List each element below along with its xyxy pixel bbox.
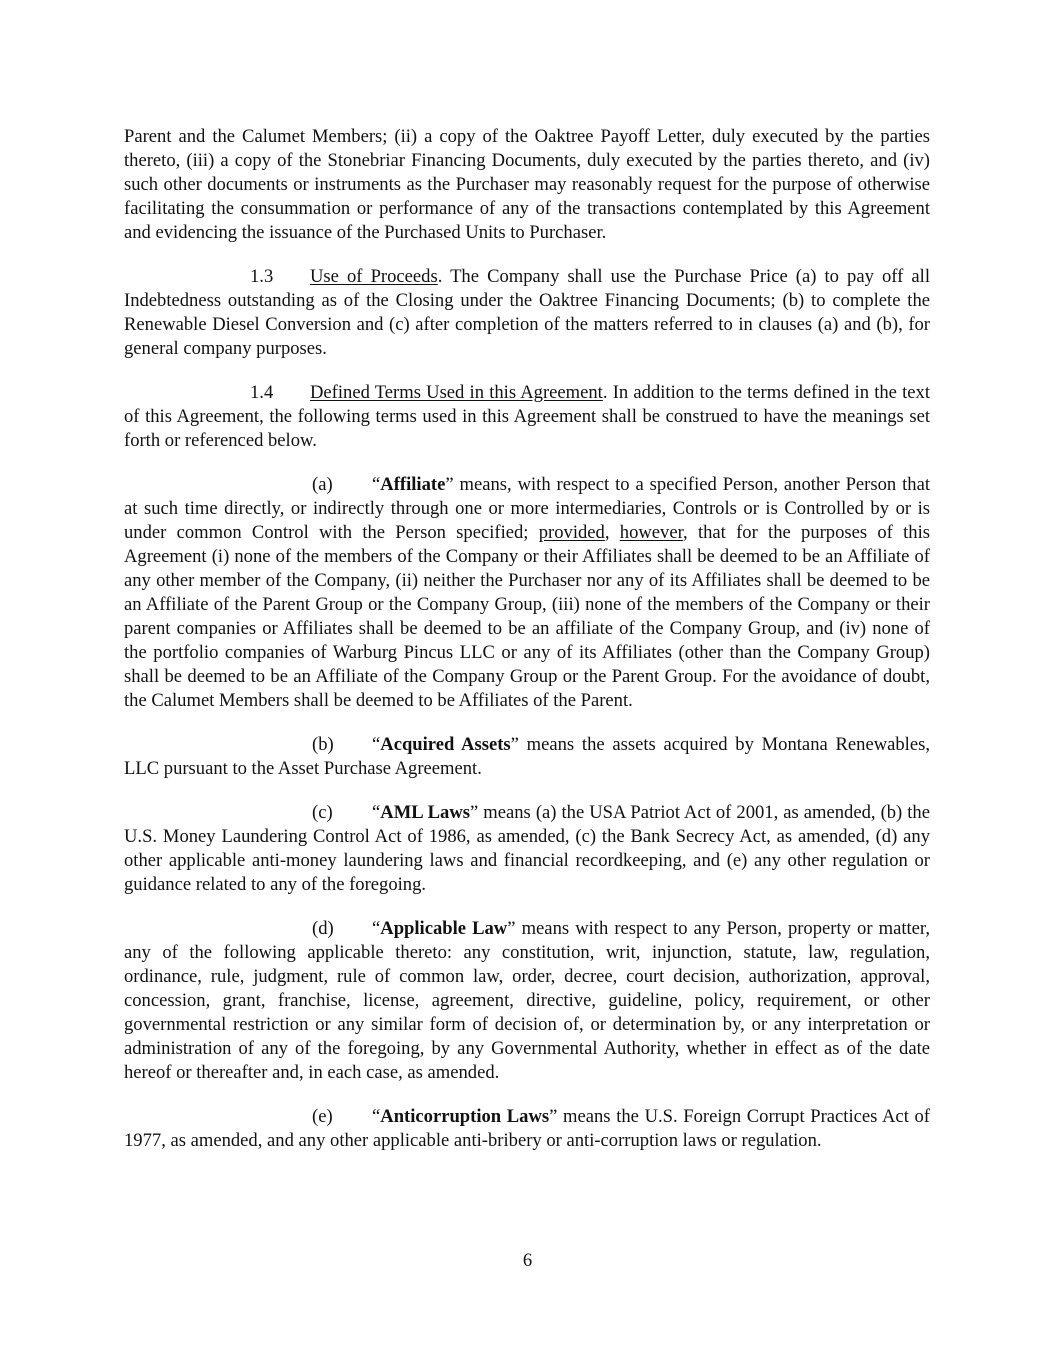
- definition-text: ” means the assets acquired by Montana Renewables, LLC pursuant to the Asset Purchase Agreement.: [124, 734, 930, 779]
- definition-acquired-assets: [124, 733, 930, 781]
- definition-aml-laws: [124, 801, 930, 897]
- definition-anticorruption-laws: [124, 1105, 930, 1153]
- section-1-3: [124, 265, 930, 361]
- clause-label: (d): [312, 918, 334, 939]
- definition-text: ” means (a) the USA Patriot Act of 2001, as amended, (b) the U.S. Money Laundering Control Act of 1986, as amended, (c) the Bank Secrecy Act, as amended, (d) any other applicable anti-money laundering laws and financial recordkeeping, and (e) any other regulation or guidance related to any of the foregoing.: [124, 802, 930, 895]
- defined-term: Acquired Assets: [380, 734, 511, 755]
- defined-term: Affiliate: [380, 474, 446, 495]
- continuation-paragraph: [124, 125, 930, 245]
- comma: ,: [604, 522, 620, 543]
- provided-term: provided: [538, 522, 605, 543]
- clause-label: (b): [312, 734, 334, 755]
- defined-term: Applicable Law: [380, 918, 508, 939]
- clause-label: (c): [312, 802, 333, 823]
- open-quote: “: [372, 802, 381, 823]
- section-1-4: [124, 381, 930, 453]
- section-heading: Defined Terms Used in this Agreement: [310, 382, 603, 403]
- open-quote: “: [372, 1106, 381, 1127]
- page-number: 6: [522, 1250, 533, 1271]
- section-text: . The Company shall use the Purchase Price (a) to pay off all Indebtedness outstanding as of the Closing under the Oaktree Financing Documents; (b) to complete the Renewable Diesel Conversion and (c) after completion of the matters referred to in clauses (a) and (b), for general company purposes.: [124, 266, 930, 359]
- definition-text: ” means, with respect to a specified Person, another Person that at such time directly, or indirectly through one or more intermediaries, Controls or is Controlled by or is under common Control with the Person specified;: [124, 474, 930, 543]
- section-number: 1.3: [250, 266, 274, 287]
- definition-applicable-law: [124, 917, 930, 1085]
- section-text: . In addition to the terms defined in the text of this Agreement, the following terms used in this Agreement shall be construed to have the meanings set forth or referenced below.: [124, 382, 931, 451]
- section-heading: Use of Proceeds: [310, 266, 438, 287]
- clause-label: (e): [312, 1106, 333, 1127]
- definition-text: ” means with respect to any Person, property or matter, any of the following applicable thereto: any constitution, writ, injunction, statute, law, regulation, ordinance, rule, judgment, rule of common law, order, decree, court decision, authorization, approval, concession, grant, franchise, license, agreement, directive, guideline, policy, requirement, or other governmental restriction or any similar form of decision of, or determination by, or any interpretation or administration of any of the foregoing, by any Governmental Authority, whether in effect as of the date hereof or thereafter and, in each case, as amended.: [124, 918, 931, 1083]
- continuation-text: Parent and the Calumet Members; (ii) a copy of the Oaktree Payoff Letter, duly executed by the parties thereto, (iii) a copy of the Stonebriar Financing Documents, duly executed by the parties thereto, and (iv) such other documents or instruments as the Purchaser may reasonably request for the purpose of otherwise facilitating the consummation or performance of any of the transactions contemplated by this Agreement and evidencing the issuance of the Purchased Units to Purchaser.: [124, 126, 930, 243]
- defined-term: AML Laws: [380, 802, 471, 823]
- open-quote: “: [372, 918, 381, 939]
- definition-text: , that for the purposes of this Agreement (i) none of the members of the Company or their Affiliates shall be deemed to be an Affiliate of any other member of the Company, (ii) neither the Purchaser nor any of its Affiliates shall be deemed to be an Affiliate of the Parent Group or the Company Group, (iii) none of the members of the Company or their parent companies or Affiliates shall be deemed to be an affiliate of the Company Group, and (iv) none of the portfolio companies of Warburg Pincus LLC or any of its Affiliates (other than the Company Group) shall be deemed to be an Affiliate of the Company Group or the Parent Group. For the avoidance of doubt, the Calumet Members shall be deemed to be Affiliates of the Parent.: [124, 522, 931, 711]
- open-quote: “: [372, 474, 381, 495]
- definition-affiliate: [124, 473, 930, 713]
- definition-text: ” means the U.S. Foreign Corrupt Practices Act of 1977, as amended, and any other applicable anti-bribery or anti-corruption laws or regulation.: [124, 1106, 930, 1151]
- section-number: 1.4: [250, 382, 274, 403]
- open-quote: “: [372, 734, 381, 755]
- document-page: [124, 125, 930, 1173]
- however-term: however: [619, 522, 684, 543]
- defined-term: Anticorruption Laws: [380, 1106, 550, 1127]
- clause-label: (a): [312, 474, 333, 495]
